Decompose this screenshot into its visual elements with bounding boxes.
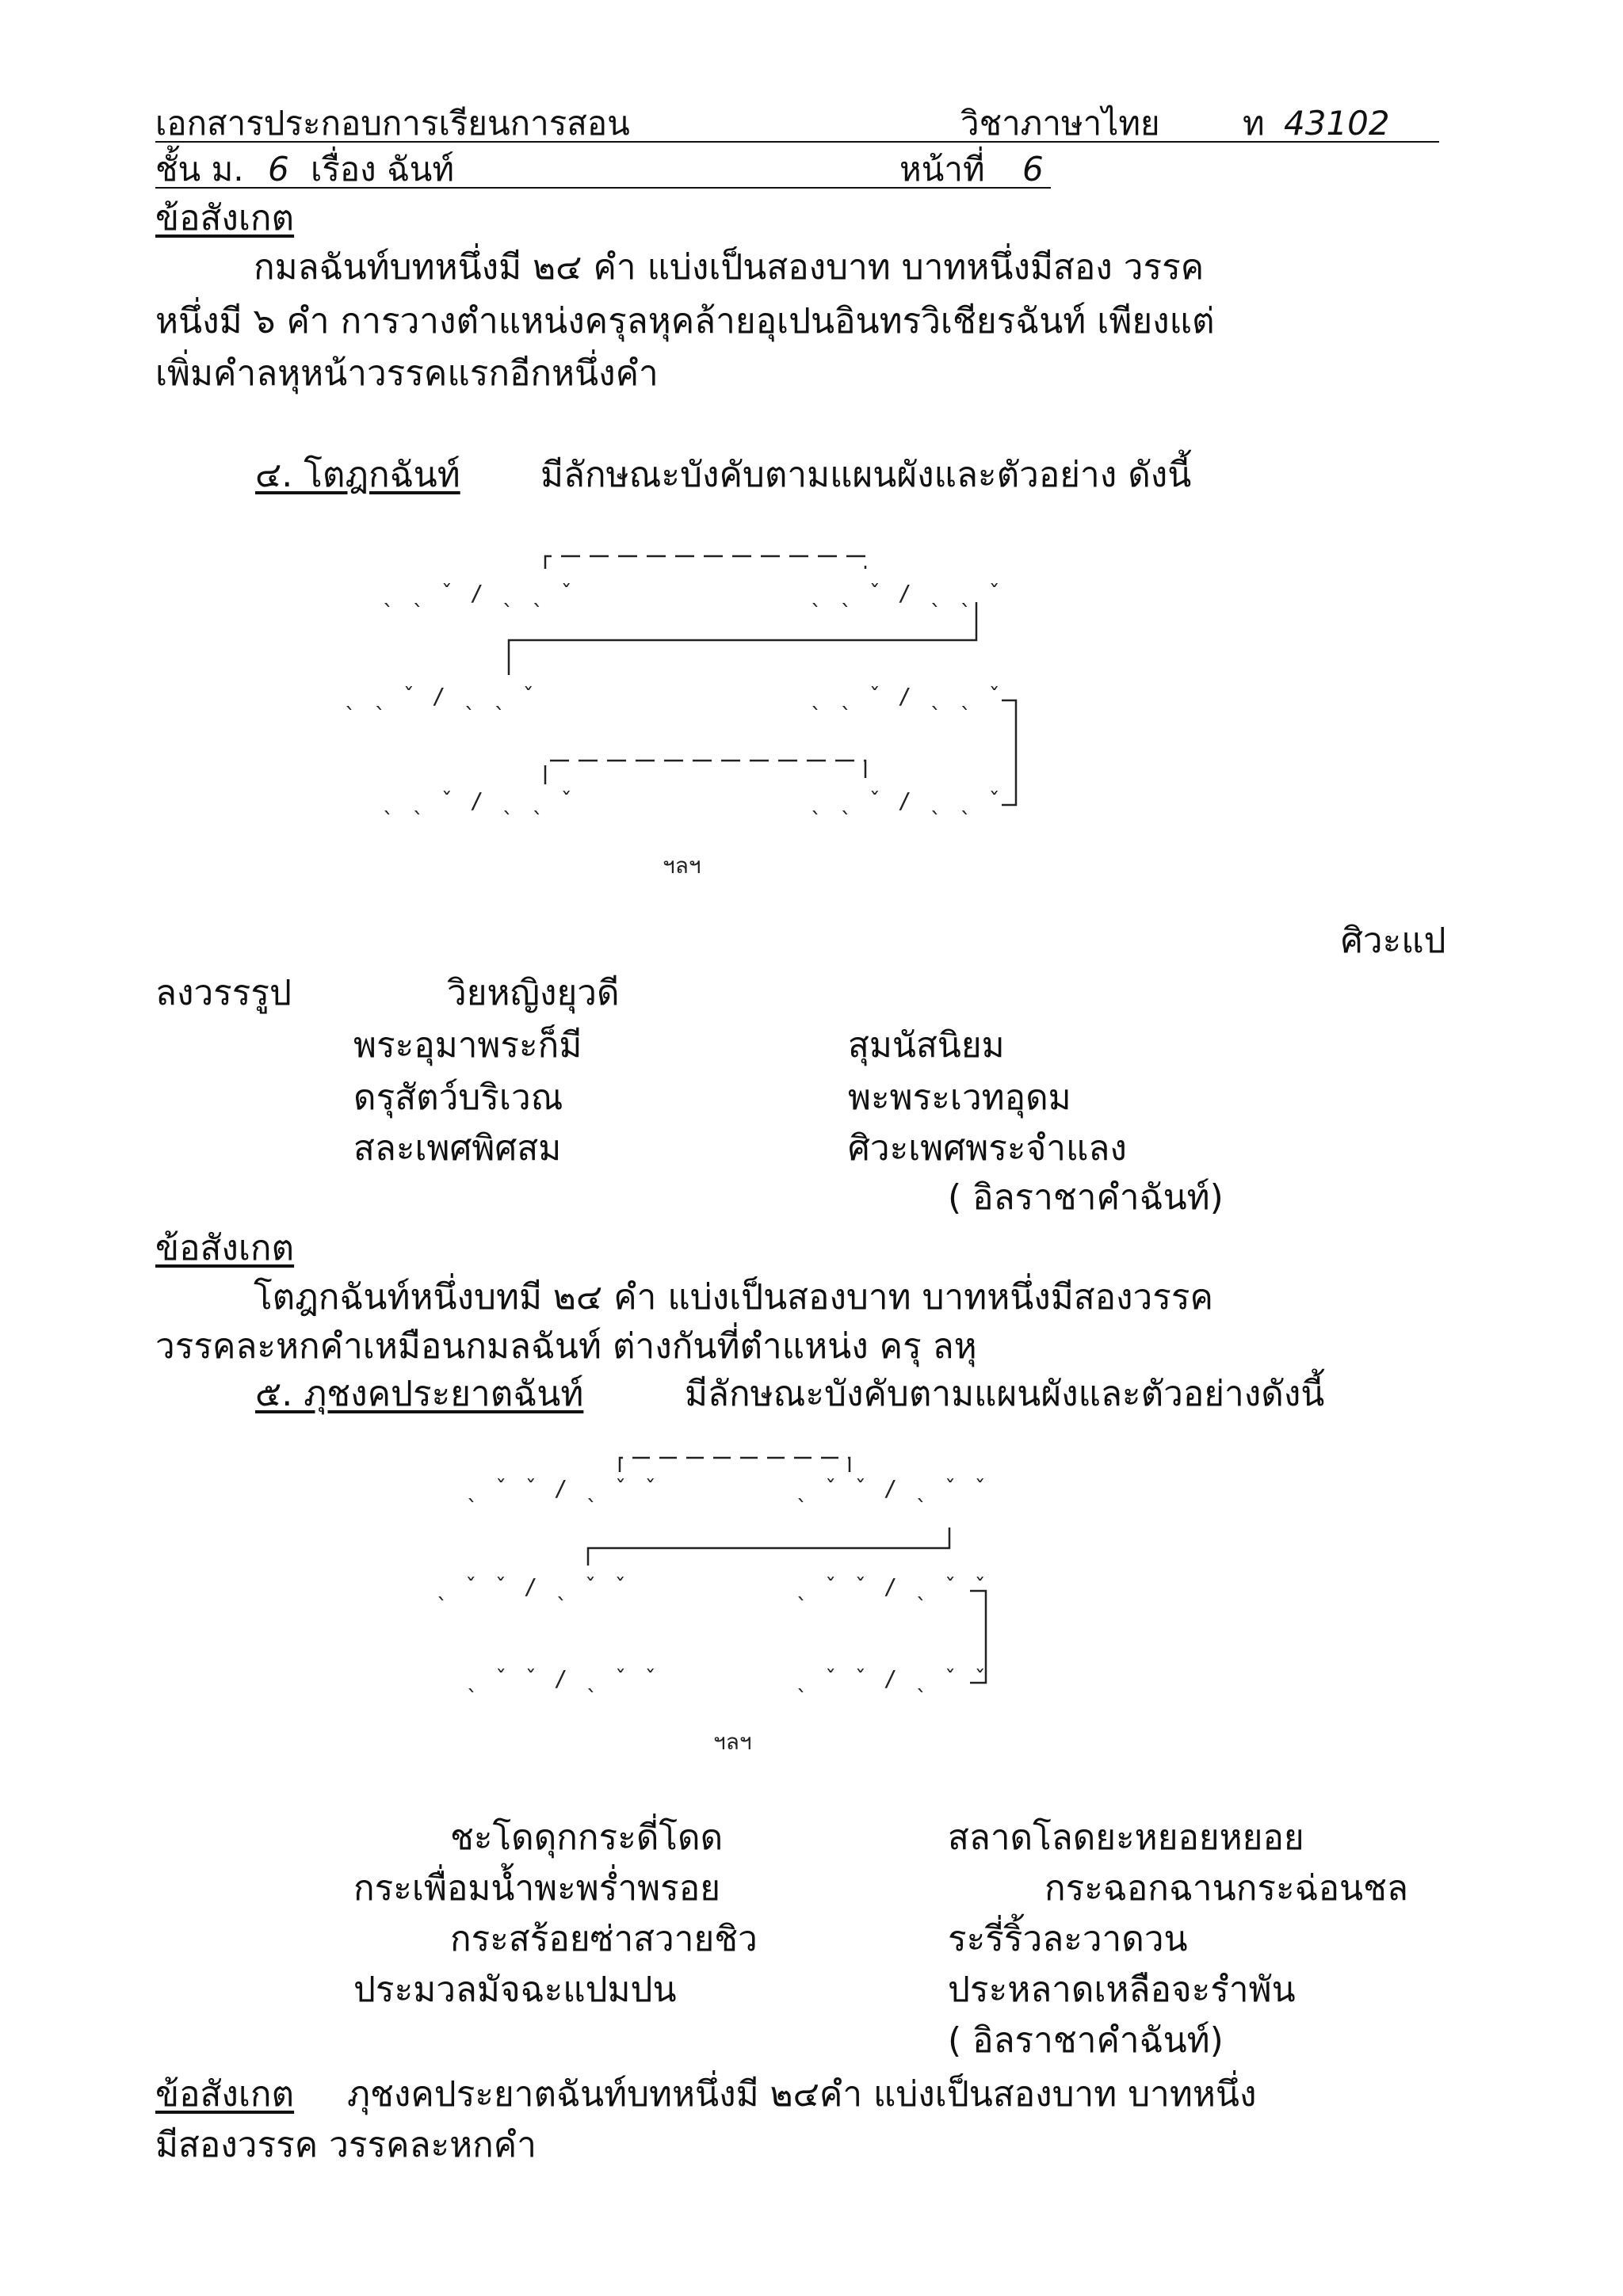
poem-5-row4-right: ประหลาดเหลือจะรำพัน [948,1970,1296,2010]
section-4-title: ๔. โตฎกฉันท์ [255,455,460,495]
diagram-4-row2-right: ˎ ˎ ˇ / ˎ ˎ ˇ [808,683,1003,709]
poem-4-row1-left: พระอุมาพระก็มี [353,1025,582,1066]
diagram-4-rhyme-link-4 [545,761,865,784]
grade-number: 6 [268,150,289,189]
diagram-4-rhyme-link-2 [509,602,976,675]
poem-5-row2-left: กระเพื่อมน้ำพะพร่ำพรอย [353,1868,720,1909]
note-heading-3: ข้อสังเกต [155,2074,295,2115]
poem-4-row2-left: ดรุสัตว์บริเวณ [353,1077,563,1118]
diagram-5-rhyme-link-2 [588,1527,949,1566]
diagram-4-rhyme-link-3 [1002,700,1016,805]
poem-5-row1-right: สลาดโลดยะหยอยหยอย [948,1817,1304,1858]
poem-title-part-2: ลงวรรรูป [155,973,292,1013]
poem-4-row2-right: พะพระเวทอุดม [848,1077,1071,1118]
note-3-line-2: มีสองวรรค วรรคละหกคำ [155,2125,537,2165]
section-4-description: มีลักษณะบังคับตามแผนผังและตัวอย่าง ดังนี้ [540,455,1192,495]
diagram-4-row1-right: ˎ ˎ ˇ / ˎ ˎ ˇ [808,580,1003,606]
diagram-5-row1-right: ˎ ˇ ˇ / ˎ ˇ ˇ [794,1475,989,1501]
diagram-4-etc: ฯลฯ [663,852,701,879]
poem-4-line-0: วิยหญิงยุวดี [447,973,620,1013]
note-1-line-1: กมลฉันท์บทหนึ่งมี ๒๔ คำ แบ่งเป็นสองบาท บาทหนึ่งมีสอง วรรค [254,247,1205,288]
poem-4-row1-right: สุมนัสนิยม [848,1025,1005,1066]
page-number: 6 [1022,150,1044,189]
poem-5-row4-left: ประมวลมัจฉะแปมปน [353,1970,677,2010]
diagram-4-row1-left: ˎ ˎ ˇ / ˎ ˎ ˇ [380,580,575,606]
note-3-line-1: ภุชงคประยาตฉันท์บทหนึ่งมี ๒๔คำ แบ่งเป็นสองบาท บาทหนึ่ง [347,2074,1257,2115]
course-code-prefix: ท [1243,104,1265,143]
diagram-5-row1-left: ˎ ˇ ˇ / ˎ ˇ ˇ [464,1475,659,1501]
poem-5-row1-left: ชะโดดุกกระดี่โดด [450,1817,724,1858]
diagram-4-row3-left: ˎ ˎ ˇ / ˎ ˎ ˇ [380,788,575,814]
diagram-5-row2-left: ˎ ˇ ˇ / ˎ ˇ ˇ [434,1573,629,1600]
diagram-5-row3-left: ˎ ˇ ˇ / ˎ ˇ ˇ [464,1665,659,1691]
subject-label: วิชาภาษาไทย [960,104,1160,143]
note-heading-1: ข้อสังเกต [155,198,295,238]
page-label: หน้าที่ [899,150,985,189]
note-heading-2: ข้อสังเกต [155,1228,295,1268]
diagram-5-row3-right: ˎ ˇ ˇ / ˎ ˇ ˇ [794,1665,989,1691]
diagram-4-row3-right: ˎ ˎ ˇ / ˎ ˎ ˇ [808,788,1003,814]
poem-5-source: ( อิลราชาคำฉันท์) [948,2020,1224,2061]
diagram-5-etc: ฯลฯ [713,1729,752,1755]
diagram-4-rhyme-link-1 [545,556,865,569]
diagram-5-row2-right: ˎ ˇ ˇ / ˎ ˇ ˇ [794,1573,989,1600]
poem-4-row3-left: สละเพศพิศสม [353,1128,562,1169]
course-code-number: 43102 [1284,104,1390,143]
diagram-4-row2-left: ˎ ˎ ˇ / ˎ ˎ ˇ [342,683,537,709]
poem-5-row3-left: กระสร้อยซ่าสวายชิว [450,1919,758,1959]
topic-label: เรื่อง ฉันท์ [311,150,455,189]
note-1-line-3: เพิ่มคำลหุหน้าวรรคแรกอีกหนึ่งคำ [155,353,659,394]
diagram-5-rhyme-link-1 [620,1458,850,1472]
grade-prefix: ชั้น ม. [155,150,244,189]
document-title: เอกสารประกอบการเรียนการสอน [155,104,630,143]
poem-4-source: ( อิลราชาคำฉันท์) [948,1177,1224,1218]
poem-4-row3-right: ศิวะเพศพระจำแลง [848,1128,1127,1169]
section-5-title: ๕. ภุชงคประยาตฉันท์ [255,1374,584,1414]
poem-5-row2-right: กระฉอกฉานกระฉ่อนชล [1044,1868,1408,1909]
note-1-line-2: หนึ่งมี ๖ คำ การวางตำแหน่งครุลหุคล้ายอุเปนอินทรวิเชียรฉันท์ เพียงแต่ [155,301,1215,341]
poem-5-row3-right: ระรี่ริ้วละวาดวน [948,1919,1188,1959]
poem-title-part-1: ศิวะแป [1341,921,1446,961]
section-5-description: มีลักษณะบังคับตามแผนผังและตัวอย่างดังนี้ [685,1374,1325,1414]
note-2-line-1: โตฎกฉันท์หนึ่งบทมี ๒๔ คำ แบ่งเป็นสองบาท บาทหนึ่งมีสองวรรค [254,1277,1213,1318]
note-2-line-2: วรรคละหกคำเหมือนกมลฉันท์ ต่างกันที่ตำแหน่ง ครุ ลหุ [155,1326,977,1367]
